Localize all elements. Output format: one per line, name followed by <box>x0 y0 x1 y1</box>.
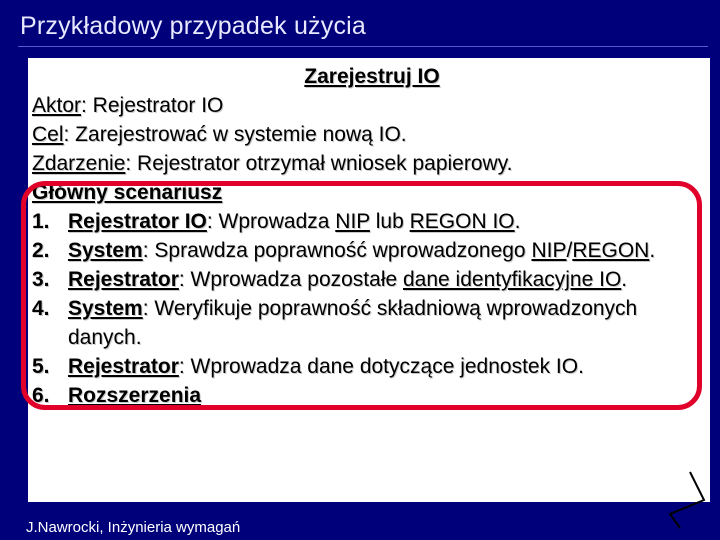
step-actor: Rozszerzenia <box>68 384 202 407</box>
step-text: : Wprowadza <box>206 210 336 233</box>
actor-line <box>32 91 710 120</box>
step-text: : Wprowadza dane dotyczące jednostek IO. <box>178 355 584 378</box>
content-panel <box>28 58 710 502</box>
step-number: 1. <box>32 210 50 233</box>
step-actor: System <box>68 297 143 320</box>
footer-author: J.Nawrocki, Inżynieria wymagań <box>26 519 241 536</box>
step-text: : Sprawdza poprawność wprowadzonego <box>142 239 532 262</box>
step-number: 2. <box>32 239 50 262</box>
scenario-step <box>32 294 710 352</box>
step-number: 5. <box>32 355 50 378</box>
glossary-link[interactable]: NIP <box>335 210 370 233</box>
glossary-link[interactable]: NIP <box>531 239 567 262</box>
glossary-link[interactable]: REGON IO <box>409 210 515 233</box>
step-number: 4. <box>32 297 50 320</box>
step-text: . <box>649 239 656 262</box>
step-actor: Rejestrator <box>68 355 179 378</box>
event-line <box>32 149 710 178</box>
scenario-step <box>32 207 710 236</box>
step-text: . <box>514 210 521 233</box>
step-text: lub <box>369 210 410 233</box>
corner-decoration <box>660 470 710 530</box>
goal-label: Cel <box>32 123 64 146</box>
scenario-step <box>32 381 710 410</box>
step-actor: Rejestrator <box>68 268 179 291</box>
actor-value: : Rejestrator IO <box>81 94 224 117</box>
goal-value: : Zarejestrować w systemie nową IO. <box>63 123 407 146</box>
step-actor: Rejestrator IO <box>68 210 207 233</box>
title-divider <box>18 46 708 47</box>
step-number: 3. <box>32 268 50 291</box>
scenario-step <box>32 265 710 294</box>
step-text: : Wprowadza pozostałe <box>178 268 403 291</box>
step-text: . <box>621 268 628 291</box>
scenario-step <box>32 236 710 265</box>
step-actor: System <box>68 239 143 262</box>
event-value: : Rejestrator otrzymał wniosek papierowy. <box>125 152 513 175</box>
glossary-link[interactable]: dane identyfikacyjne IO <box>403 268 622 291</box>
actor-label: Aktor <box>32 94 82 117</box>
glossary-link[interactable]: REGON <box>572 239 650 262</box>
goal-line <box>32 120 710 149</box>
scenario-step <box>32 352 710 381</box>
step-text: : Weryfikuje poprawność składniową wprowadzonych danych. <box>68 297 638 349</box>
event-label: Zdarzenie <box>32 152 126 175</box>
use-case-name: Zarejestruj IO <box>304 65 440 88</box>
step-number: 6. <box>32 384 50 407</box>
slide-title: Przykładowy przypadek użycia <box>20 12 367 40</box>
step-text: / <box>566 239 573 262</box>
use-case-text <box>32 62 710 410</box>
main-scenario-heading: Główny scenariusz <box>32 181 223 204</box>
